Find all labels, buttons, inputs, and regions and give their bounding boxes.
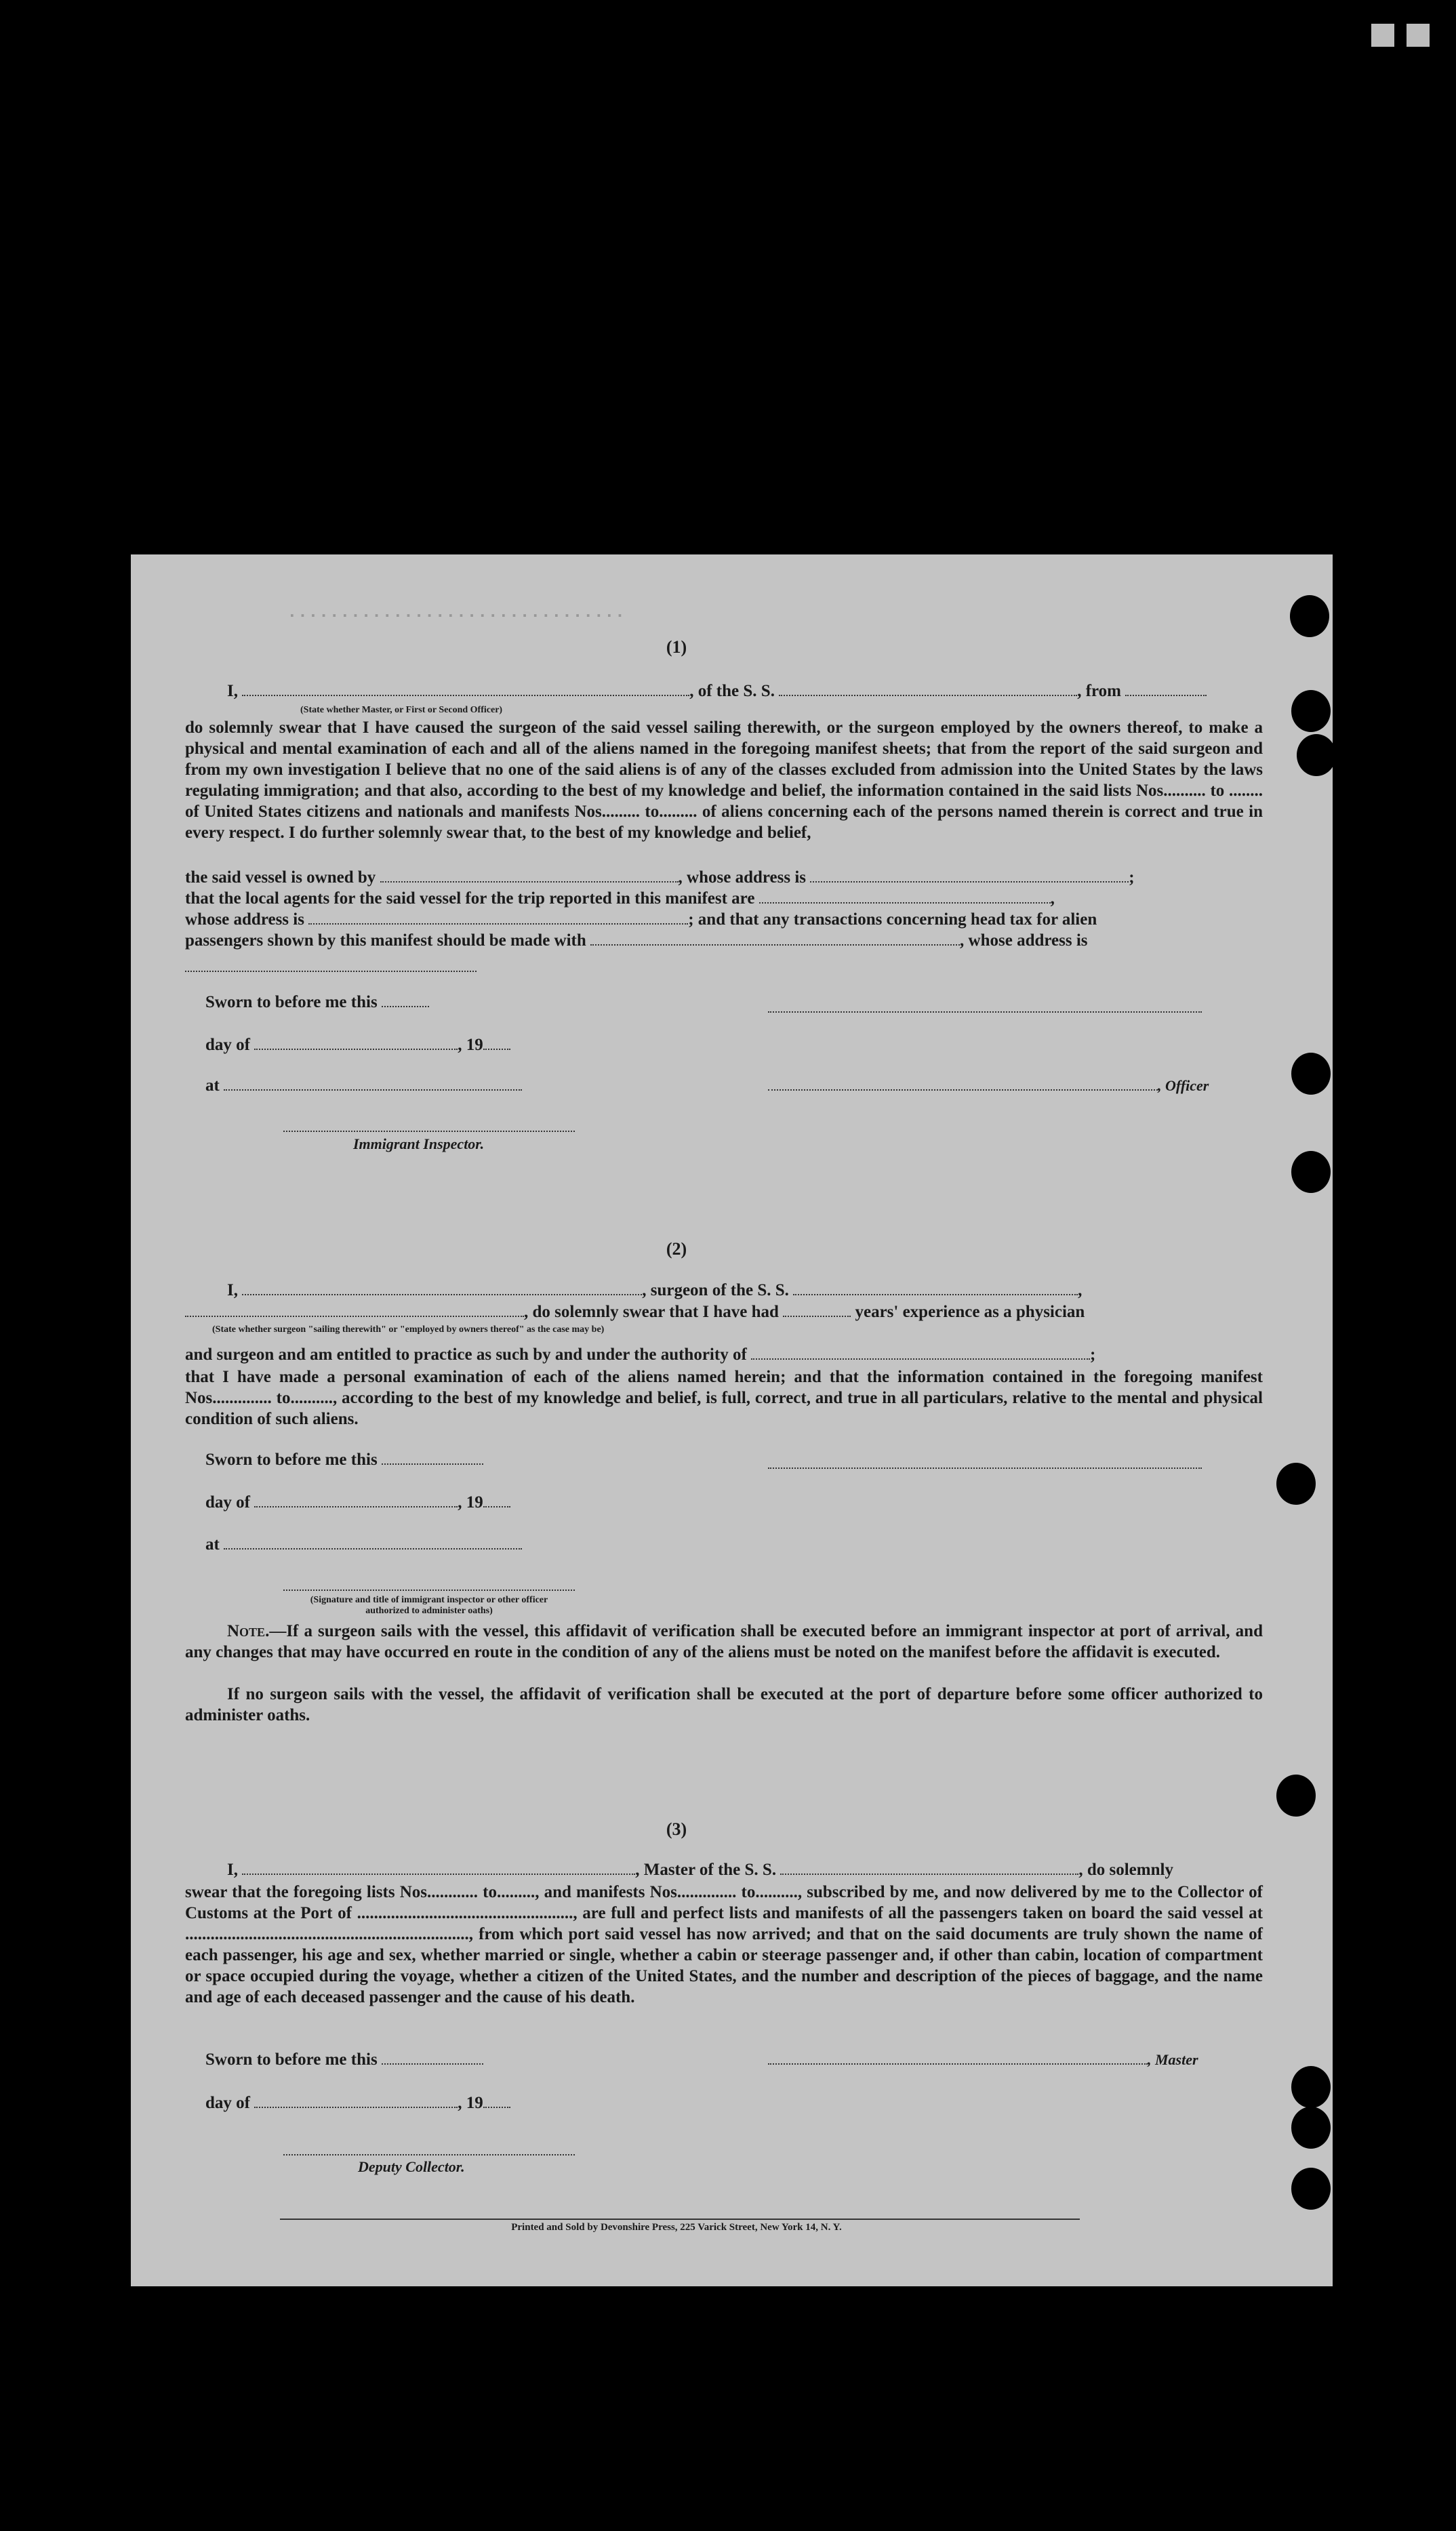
- section-1-first-line: [227, 682, 1207, 701]
- punch-hole: [1291, 2168, 1331, 2210]
- section-1-from: , from: [1077, 682, 1121, 700]
- from-port-field: [1125, 683, 1207, 696]
- owned-by-line: the said vessel is owned by , whose address is ;: [185, 868, 1135, 887]
- punch-hole: [1290, 595, 1329, 637]
- head-tax-address-label: , whose address is: [960, 931, 1088, 950]
- note-text: —If a surgeon sails with the vessel, this affidavit of verification shall be executed before an immigrant inspector at port of arrival, and any changes that may have occurred en route in the condition of any of the aliens must be noted on the manifest before the affidavit is executed.: [185, 1622, 1263, 1661]
- day-of-field-3: [254, 2094, 458, 2108]
- section-2-number: (2): [666, 1239, 687, 1259]
- inspector-signature-line: [283, 1129, 575, 1132]
- section-2-first-line: I, , surgeon of the S. S. ,: [227, 1281, 1083, 1299]
- officer-label: , Officer: [1158, 1077, 1209, 1094]
- at-label: at: [205, 1076, 220, 1095]
- section-1-number: (1): [666, 637, 687, 657]
- agent-address-label: whose address is: [185, 910, 304, 929]
- local-agents-line: that the local agents for the said vessel for the trip reported in this manifest are ,: [185, 889, 1055, 908]
- note-label: Note.: [227, 1622, 270, 1640]
- year-field: [483, 1036, 510, 1050]
- corner-mark-right: [1407, 24, 1430, 47]
- year-field-2: [483, 1494, 510, 1507]
- sworn-date-field-3: [382, 2051, 483, 2065]
- section-3-i: I,: [227, 1861, 238, 1879]
- passengers-shown-line: [185, 931, 1088, 950]
- owned-by-label: the said vessel is owned by: [185, 868, 376, 887]
- corner-mark-left: [1371, 24, 1394, 47]
- years-experience-label: years' experience as a physician: [855, 1303, 1085, 1321]
- punch-hole: [1291, 1053, 1331, 1095]
- manifest-affidavit-page: [131, 554, 1333, 2286]
- agent-address-line: [185, 910, 1097, 929]
- day-of-field-2: [254, 1494, 458, 1507]
- note-paragraph-2: If no surgeon sails with the vessel, the affidavit of verification shall be executed at the port of departure before some officer authorized to administer oaths.: [185, 1685, 1263, 1724]
- punch-hole: [1291, 2107, 1331, 2149]
- authority-label: and surgeon and am entitled to practice as such by and under the authority of: [185, 1345, 747, 1364]
- agent-address-field: [308, 911, 688, 925]
- owner-field: [380, 869, 679, 883]
- section-2-day-of: [205, 1493, 510, 1512]
- section-3-sworn: [205, 2050, 483, 2069]
- solemnly-swear: , do solemnly swear that I have had: [524, 1303, 779, 1321]
- officer-oath-caption: (Signature and title of immigrant inspector or other officer authorized to administer oaths): [310, 1595, 548, 1616]
- punch-hole: [1291, 1151, 1331, 1193]
- bleed-through-text: ................................: [287, 602, 626, 622]
- section-2-sworn: [205, 1451, 483, 1470]
- sworn-date-field: [382, 994, 429, 1007]
- section-2-i: I,: [227, 1281, 238, 1299]
- surgeon-status-field: [185, 1303, 524, 1317]
- collector-label: Deputy Collector.: [358, 2158, 465, 2175]
- year-label-2: , 19: [458, 1493, 483, 1512]
- head-tax-address-field: [185, 969, 477, 972]
- years-experience-field: [783, 1303, 851, 1317]
- master-name-field: [242, 683, 689, 696]
- section-3-first-line: [227, 1861, 1173, 1880]
- note-paragraph: [185, 1621, 1263, 1663]
- section-2-caption: (State whether surgeon "sailing therewith" or "employed by owners thereof" as the case may be): [212, 1324, 605, 1335]
- day-of-label-2: day of: [205, 1493, 250, 1512]
- local-agents-field: [759, 890, 1051, 904]
- master-signature-field: [768, 2051, 1148, 2065]
- officer-oath-signature-line: [283, 1588, 575, 1591]
- punch-hole: [1297, 734, 1333, 776]
- section-1-at: [205, 1076, 522, 1095]
- day-of-label-3: day of: [205, 2094, 250, 2112]
- section-1-day-of: [205, 1036, 510, 1055]
- section-3-day-of: [205, 2094, 510, 2113]
- local-agents-label: that the local agents for the said vessel for the trip reported in this manifest are: [185, 889, 755, 908]
- inspector-label: Immigrant Inspector.: [353, 1135, 485, 1152]
- owner-address-field: [810, 869, 1129, 883]
- master-signature-line: [768, 2050, 1198, 2069]
- section-1-sworn: [205, 993, 429, 1012]
- section-1-caption: (State whether Master, or First or Second Officer): [300, 705, 503, 715]
- section-1-top-signature-line: [768, 1010, 1202, 1013]
- surgeon-vessel-field: [793, 1282, 1078, 1295]
- year-label-3: , 19: [458, 2094, 483, 2112]
- vessel-name-field: [779, 683, 1077, 696]
- printer-footer: Printed and Sold by Devonshire Press, 225 Varick Street, New York 14, N. Y.: [511, 2222, 842, 2233]
- sworn-label-2: Sworn to before me this: [205, 1451, 378, 1469]
- punch-hole: [1291, 2066, 1331, 2108]
- punch-hole: [1276, 1463, 1316, 1505]
- at-field: [224, 1077, 522, 1091]
- section-3-number: (3): [666, 1819, 687, 1839]
- section-1-body: do solemnly swear that I have caused the surgeon of the said vessel sailing therewith, or the surgeon employed by the owners thereof, to make a physical and mental examination of each and all of the aliens named in the foregoing manifest sheets; that from the report of the said surgeon and from my own investigation I believe that no one of the said aliens is of any of the classes excluded from admission into the United States by the laws regulating immigration; and that also, according to the best of my knowledge and belief, the information contained in the said lists Nos.......... to ........ of United States citizens and nationals and manifests Nos......... to......... of aliens concerning each of the persons named therein is correct and true in every respect. I do further solemnly swear that, to the best of my knowledge and belief,: [185, 718, 1263, 842]
- officer-signature-line: [768, 1076, 1209, 1095]
- sworn-label: Sworn to before me this: [205, 993, 378, 1011]
- section-2-authority-line: and surgeon and am entitled to practice as such by and under the authority of ;: [185, 1345, 1096, 1364]
- passengers-shown-label: passengers shown by this manifest should be made with: [185, 931, 586, 950]
- sworn-label-3: Sworn to before me this: [205, 2050, 378, 2069]
- sworn-date-field-2: [382, 1451, 483, 1465]
- year-label: , 19: [458, 1036, 483, 1054]
- surgeon-name-field: [242, 1282, 642, 1295]
- section-2-body: that I have made a personal examination of each of the aliens named herein; and that the information contained in the foregoing manifest Nos.............. to.........., according to the best of my knowledge and belief, is full, correct, and true in all particulars, relative to the mental and physical condition of such aliens.: [185, 1368, 1263, 1428]
- at-label-2: at: [205, 1535, 220, 1554]
- day-of-label: day of: [205, 1036, 250, 1054]
- officer-signature-field: [768, 1077, 1158, 1091]
- collector-signature-line: [283, 2153, 575, 2155]
- master-of-ss: , Master of the S. S.: [635, 1861, 777, 1879]
- authority-field: [751, 1346, 1090, 1360]
- section-2-at: [205, 1535, 522, 1554]
- section-2-second-line: [185, 1303, 1085, 1322]
- footer-rule: [280, 2217, 1080, 2220]
- head-tax-text: ; and that any transactions concerning head tax for alien: [688, 910, 1097, 929]
- punch-hole: [1291, 690, 1331, 732]
- master-label: , Master: [1148, 2051, 1198, 2068]
- master-vessel-field: [780, 1861, 1078, 1875]
- day-of-field: [254, 1036, 458, 1050]
- section-1-i: I,: [227, 682, 238, 700]
- surgeon-of-ss: , surgeon of the S. S.: [642, 1281, 789, 1299]
- at-field-2: [224, 1536, 522, 1550]
- head-tax-party-field: [590, 932, 960, 946]
- do-solemnly: , do solemnly: [1078, 1861, 1173, 1879]
- section-2-signature-line: [768, 1466, 1202, 1469]
- section-1-of-ss: , of the S. S.: [689, 682, 775, 700]
- master-name-field-3: [242, 1861, 635, 1875]
- owner-address-label: , whose address is: [678, 868, 807, 887]
- punch-hole: [1276, 1775, 1316, 1817]
- year-field-3: [483, 2094, 510, 2108]
- section-3-body: swear that the foregoing lists Nos............ to........., and manifests Nos.............. to.........., subscribed by me, and now delivered by me to the Collector of Customs at the Port of ..................................................., are full and perfect lists and manifests of all the passengers taken on board the said vessel at ..................................................................., from which port said vessel has now arrived; and that on the said documents are truly shown the name of each passenger, his age and sex, whether married or single, whether a cabin or steerage passenger and, if other than cabin, location of compartment or space occupied during the voyage, whether a citizen of the United States, and the number and description of the pieces of baggage, and the name and age of each deceased passenger and the cause of his death.: [185, 1883, 1263, 2006]
